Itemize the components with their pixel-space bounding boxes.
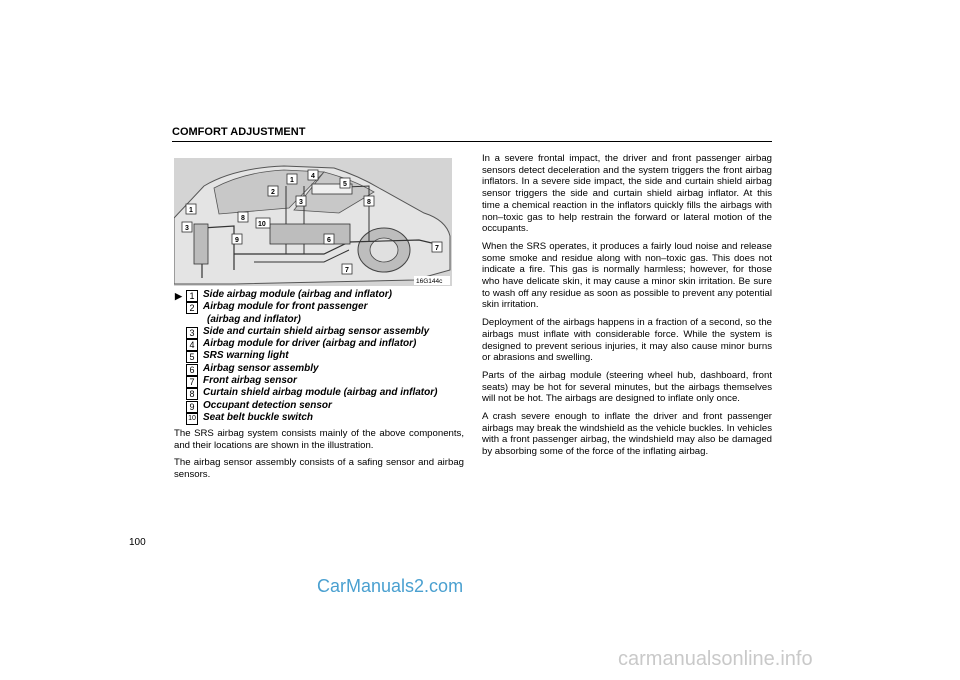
callout-7b: 7: [435, 245, 439, 252]
legend-label: Airbag module for driver (airbag and inflator): [203, 338, 417, 350]
callout-3b: 3: [299, 199, 303, 206]
callout-3a: 3: [185, 225, 189, 232]
legend-number: 10: [186, 413, 198, 425]
callout-4: 4: [311, 173, 315, 180]
legend-number: 1: [186, 290, 198, 302]
callout-7a: 7: [345, 267, 349, 274]
legend-item: [175, 375, 465, 387]
body-paragraph: The airbag sensor assembly consists of a safing sensor and airbag sensors.: [174, 457, 464, 481]
component-legend: [175, 289, 465, 424]
legend-item: [175, 400, 465, 412]
callout-10: 10: [258, 221, 266, 228]
legend-number: 2: [186, 302, 198, 314]
legend-label: SRS warning light: [203, 350, 289, 362]
legend-label: Side and curtain shield airbag sensor assembly: [203, 325, 430, 337]
page-number: 100: [129, 537, 146, 548]
body-paragraph: Parts of the airbag module (steering wheel hub, dashboard, front seats) may be hot for several minutes, but the airbags themselves will not be hot. The airbags are designed to inflate only once.: [482, 369, 772, 405]
section-header: COMFORT ADJUSTMENT: [172, 126, 306, 138]
callout-5: 5: [343, 181, 347, 188]
legend-label: Front airbag sensor: [203, 375, 297, 387]
legend-item: [175, 350, 465, 362]
callout-6: 6: [327, 237, 331, 244]
legend-number: 3: [186, 327, 198, 339]
watermark-bottom: carmanualsonline.info: [618, 648, 813, 670]
legend-number: 8: [186, 388, 198, 400]
legend-label: Airbag module for front passenger: [203, 301, 368, 313]
callout-8a: 8: [367, 199, 371, 206]
legend-label: Side airbag module (airbag and inflator): [203, 289, 392, 300]
legend-item: [175, 289, 465, 301]
legend-label: Occupant detection sensor: [203, 399, 332, 411]
body-paragraph: When the SRS operates, it produces a fairly loud noise and release some smoke and residue along with non–toxic gas. This does not indicate a fire. This gas is normally harmless; however, for those who have delicate skin, it may cause a minor skin irritation. Be sure to wash off any residue as soon as possible to prevent any potential skin irritation.: [482, 240, 772, 311]
callout-8b: 8: [241, 215, 245, 222]
right-column-text: [482, 153, 772, 464]
legend-item: [175, 363, 465, 375]
body-paragraph: In a severe frontal impact, the driver and front passenger airbag sensors detect deceleration and the system triggers the front airbag inflators. In a severe side impact, the side and curtain shield airbag sensor triggers the side and curtain shield airbag inflator. At this time a chemical reaction in the inflators quickly fills the airbags with non–toxic gas to help restrain the forward or lateral motion of the occupants.: [482, 153, 772, 235]
figure-code: 16G144c: [416, 278, 443, 285]
pointer-arrow-icon: ▶: [175, 291, 182, 301]
car-diagram: [174, 158, 452, 286]
legend-label: Airbag sensor assembly: [203, 362, 319, 374]
legend-number: 7: [186, 376, 198, 388]
legend-item: [175, 412, 465, 424]
watermark-top: CarManuals2.com: [317, 576, 464, 596]
legend-number: 9: [186, 401, 198, 413]
left-column-text: [174, 428, 464, 487]
body-paragraph: The SRS airbag system consists mainly of the above components, and their locations are shown in the illustration.: [174, 428, 464, 451]
callout-1a: 1: [189, 207, 193, 214]
legend-item: [175, 326, 465, 338]
callout-2: 2: [271, 189, 275, 196]
legend-item: [175, 301, 465, 326]
body-paragraph: Deployment of the airbags happens in a fraction of a second, so the airbags must inflate with considerable force. While the system is designed to prevent serious injuries, it may also cause minor burns or abrasions and swelling.: [482, 317, 772, 364]
legend-number: 4: [186, 339, 198, 351]
airbag-illustration: [174, 158, 452, 286]
callout-9: 9: [235, 237, 239, 244]
legend-number: 5: [186, 351, 198, 363]
header-rule: [172, 141, 772, 142]
callout-1b: 1: [290, 177, 294, 184]
legend-number: 6: [186, 364, 198, 376]
legend-item: [175, 338, 465, 350]
legend-label: Curtain shield airbag module (airbag and inflator): [203, 387, 438, 399]
legend-label: Seat belt buckle switch: [203, 411, 314, 423]
body-paragraph: A crash severe enough to inflate the driver and front passenger airbags may break the windshield as the vehicle buckles. In vehicles with a front passenger airbag, the windshield may also be damaged by absorbing some of the force of the inflating airbag.: [482, 411, 772, 458]
legend-item: [175, 387, 465, 399]
legend-label-continued: (airbag and inflator): [207, 313, 301, 325]
